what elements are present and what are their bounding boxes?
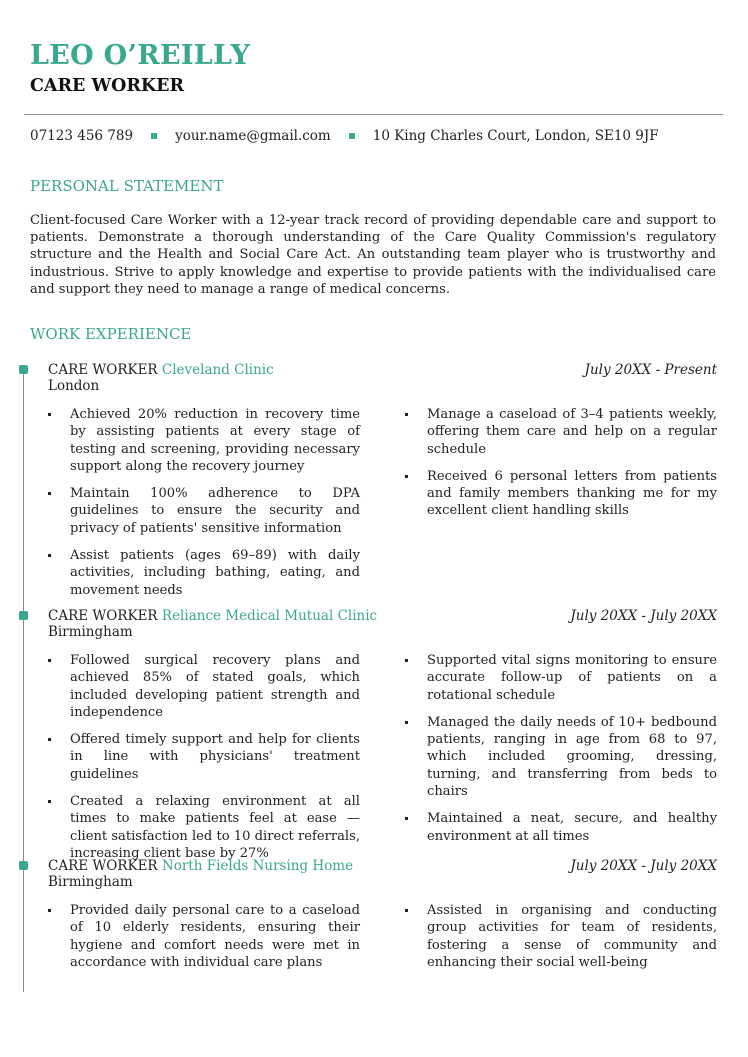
contact-email: your.name@gmail.com bbox=[175, 128, 331, 144]
timeline-node bbox=[19, 861, 28, 870]
job-location: Birmingham bbox=[48, 624, 133, 640]
job-heading bbox=[48, 608, 377, 624]
personal-statement-heading: PERSONAL STATEMENT bbox=[30, 177, 224, 195]
timeline-line bbox=[23, 368, 24, 992]
bullet-item: Assist patients (ages 69–89) with daily activities, including bathing, eating, and movement needs bbox=[48, 547, 360, 599]
job-dates: July 20XX - Present bbox=[584, 362, 717, 378]
job-location: Birmingham bbox=[48, 874, 133, 890]
bullet-column-left bbox=[48, 902, 360, 981]
job-dates: July 20XX - July 20XX bbox=[570, 858, 717, 874]
candidate-name: LEO O’REILLY bbox=[30, 40, 251, 71]
job-heading bbox=[48, 362, 274, 378]
bullet-item: Manage a caseload of 3–4 patients weekly, offering them care and help on a regular schedule bbox=[405, 406, 717, 458]
bullet-column-left bbox=[48, 406, 360, 609]
bullet-column-left bbox=[48, 652, 360, 872]
header-divider bbox=[24, 114, 723, 115]
job-location: London bbox=[48, 378, 100, 394]
contact-line bbox=[30, 128, 659, 144]
job-bullets bbox=[48, 902, 717, 981]
job-header bbox=[48, 362, 717, 378]
bullet-column-right bbox=[405, 902, 717, 981]
bullet-item: Offered timely support and help for clients in line with physicians' treatment guidelines bbox=[48, 731, 360, 783]
job-entry bbox=[48, 858, 717, 981]
bullet-item: Managed the daily needs of 10+ bedbound patients, ranging in age from 68 to 97, which included grooming, dressing, turning, and transferring from beds to chairs bbox=[405, 714, 717, 800]
timeline-node bbox=[19, 365, 28, 374]
job-header bbox=[48, 858, 717, 874]
personal-statement-text: Client-focused Care Worker with a 12-year track record of providing dependable care and support to patients. Demonstrate a thorough understanding of the Care Quality Commission's regulatory structure and the Health and Social Care Act. An outstanding team player who is trustworthy and industrious. Strive to apply knowledge and expertise to provide patients with the individualised care and support they need to manage a range of medical concerns. bbox=[30, 213, 716, 297]
job-title: CARE WORKER bbox=[48, 608, 158, 624]
bullet-column-right bbox=[405, 652, 717, 872]
job-bullets bbox=[48, 406, 717, 609]
job-employer: Reliance Medical Mutual Clinic bbox=[161, 608, 378, 624]
bullet-item: Maintain 100% adherence to DPA guidelines to ensure the security and privacy of patients' sensitive information bbox=[48, 485, 360, 537]
contact-address: 10 King Charles Court, London, SE10 9JF bbox=[372, 128, 659, 144]
bullet-item: Created a relaxing environment at all times to make patients feel at ease — client satisfaction led to 10 direct referrals, increasing client base by 27% bbox=[48, 793, 360, 862]
bullet-item: Provided daily personal care to a caseload of 10 elderly residents, ensuring their hygiene and comfort needs were met in accordance with individual care plans bbox=[48, 902, 360, 971]
square-bullet-icon bbox=[349, 133, 355, 139]
bullet-item: Achieved 20% reduction in recovery time by assisting patients at every stage of testing and screening, providing necessary support along the recovery journey bbox=[48, 406, 360, 475]
job-heading bbox=[48, 858, 353, 874]
job-title: CARE WORKER bbox=[48, 362, 158, 378]
timeline-node bbox=[19, 611, 28, 620]
square-bullet-icon bbox=[151, 133, 157, 139]
candidate-role: CARE WORKER bbox=[30, 76, 185, 96]
bullet-item: Followed surgical recovery plans and achieved 85% of stated goals, which included developing patient strength and independence bbox=[48, 652, 360, 721]
job-header bbox=[48, 608, 717, 624]
job-employer: North Fields Nursing Home bbox=[161, 858, 354, 874]
job-entry bbox=[48, 362, 717, 609]
bullet-item: Maintained a neat, secure, and healthy environment at all times bbox=[405, 810, 717, 845]
bullet-item: Received 6 personal letters from patients and family members thanking me for my excellent client handling skills bbox=[405, 468, 717, 520]
work-experience-heading: WORK EXPERIENCE bbox=[30, 325, 192, 343]
job-entry bbox=[48, 608, 717, 872]
bullet-column-right bbox=[405, 406, 717, 609]
job-dates: July 20XX - July 20XX bbox=[570, 608, 717, 624]
job-employer: Cleveland Clinic bbox=[161, 362, 274, 378]
job-bullets bbox=[48, 652, 717, 872]
bullet-item: Assisted in organising and conducting group activities for team of residents, fostering a sense of community and enhancing their social well-being bbox=[405, 902, 717, 971]
contact-phone: 07123 456 789 bbox=[30, 128, 134, 144]
bullet-item: Supported vital signs monitoring to ensure accurate follow-up of patients on a rotational schedule bbox=[405, 652, 717, 704]
job-title: CARE WORKER bbox=[48, 858, 158, 874]
